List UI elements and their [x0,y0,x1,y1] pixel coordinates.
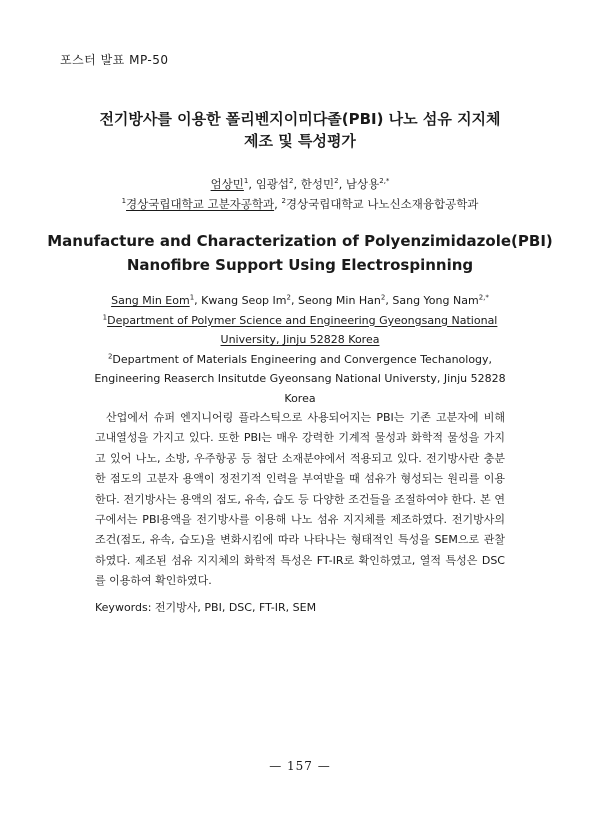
poster-label: 포스터 발표 MP-50 [60,53,169,67]
english-authors-block [80,291,520,408]
english-title-line-1: Manufacture and Characterization of Polyenzimidazole(PBI) [47,232,553,250]
english-author-name: Sang Yong Nam [392,294,479,307]
korean-author-name: 임광섭 [255,177,290,191]
english-affiliation-1-line-1: $^1$Department of Polymer Science and Engineering Gyeongsang National [102,312,498,327]
keywords-label: Keywords: [95,601,152,614]
english-author-name: Sang Min Eom [111,294,190,307]
abstract-paragraph: 산업에서 슈퍼 엔지니어링 플라스틱으로 사용되어지는 PBI는 기존 고분자에 비해 고내열성을 가지고 있다. 또한 PBI는 매우 강력한 기계적 물성과 화학적 물성을 가지고 있어 나노, 소방, 우주항공 등 첨단 소재분야에서 적용되고 있다. 전기방사란 충분한 점도의 고분자 용액이 정전기적 인력을 부여받을 때 섬유가 형성되는 원리를 이용한다. 전기방사는 용액의 점도, 유속, 습도 등 다양한 조건들을 조절하여야 한다. 본 연구에서는 PBI용액을 전기방사를 이용해 나노 섬유 지지체를 제조하였다. 전기방사의 조건(점도, 유속, 습도)을 변화시킴에 따라 나타나는 형태적인 특성을 SEM으로 관찰하였다. 제조된 섬유 지지체의 화학적 특성은 FT-IR로 확인하였고, 열적 특성은 DSC를 이용하여 확인하였다. [95,411,505,588]
korean-title-line-2: 제조 및 특성평가 [244,132,356,150]
korean-title [0,108,600,152]
author-superscript: 2 [334,177,339,186]
english-author-name: Kwang Seop Im [201,294,287,307]
korean-author-name: 한성민 [300,177,335,191]
korean-authors-block [0,174,600,214]
korean-title-line-1: 전기방사를 이용한 폴리벤지이미다졸(PBI) 나노 섬유 지지체 [99,110,501,128]
english-affiliation-1-line-2: University, Jinju 52828 Korea [220,333,380,346]
author-superscript: 2 [286,293,291,302]
author-superscript: 2,* [379,177,390,186]
author-superscript: 1 [243,177,249,186]
affiliation-superscript: 1 [121,197,127,206]
korean-author-list: 엄상민$^1$, 임광섭$^2$, 한성민$^2$, 남상용$^{2,*}$ [210,177,390,191]
english-author-name: Seong Min Han [297,294,381,307]
english-title [0,229,600,277]
korean-affiliation: 경상국립대학교 고분자공학과 [126,197,275,211]
korean-author-name: 남상용 [345,177,380,191]
author-superscript: 2,* [478,293,489,302]
english-affiliation-2-line-1: $^2$Department of Materials Engineering and Convergence Techanology, [107,351,493,366]
english-title-line-2: Nanofibre Support Using Electrospinning [126,256,474,274]
author-superscript: 2 [289,177,294,186]
english-author-list: Sang Min Eom$^1$, Kwang Seop Im$^2$, Seong Min Han$^2$, Sang Yong Nam$^{2,*}$ [111,293,489,307]
english-affiliation-2-line-2: Engineering Reaserch Insitutde Gyeonsang National Universty, Jinju 52828 [94,372,506,385]
affiliation-superscript: 1 [102,312,108,321]
affiliation-superscript: 2 [107,351,113,360]
korean-affiliation-list: $^1$경상국립대학교 고분자공학과, $^2$경상국립대학교 나노신소재융합공학과 [121,197,479,211]
korean-author-name: 엄상민 [210,177,244,191]
author-superscript: 2 [380,293,386,302]
keywords-line [95,598,505,618]
affiliation-superscript: 2 [281,197,286,206]
korean-affiliation: 경상국립대학교 나노신소재융합공학과 [285,197,479,211]
english-affiliation-2-line-3: Korea [284,391,316,405]
author-superscript: 1 [189,293,195,302]
keywords-text: 전기방사, PBI, DSC, FT-IR, SEM [154,601,317,614]
page-number: — 157 — [269,759,331,773]
